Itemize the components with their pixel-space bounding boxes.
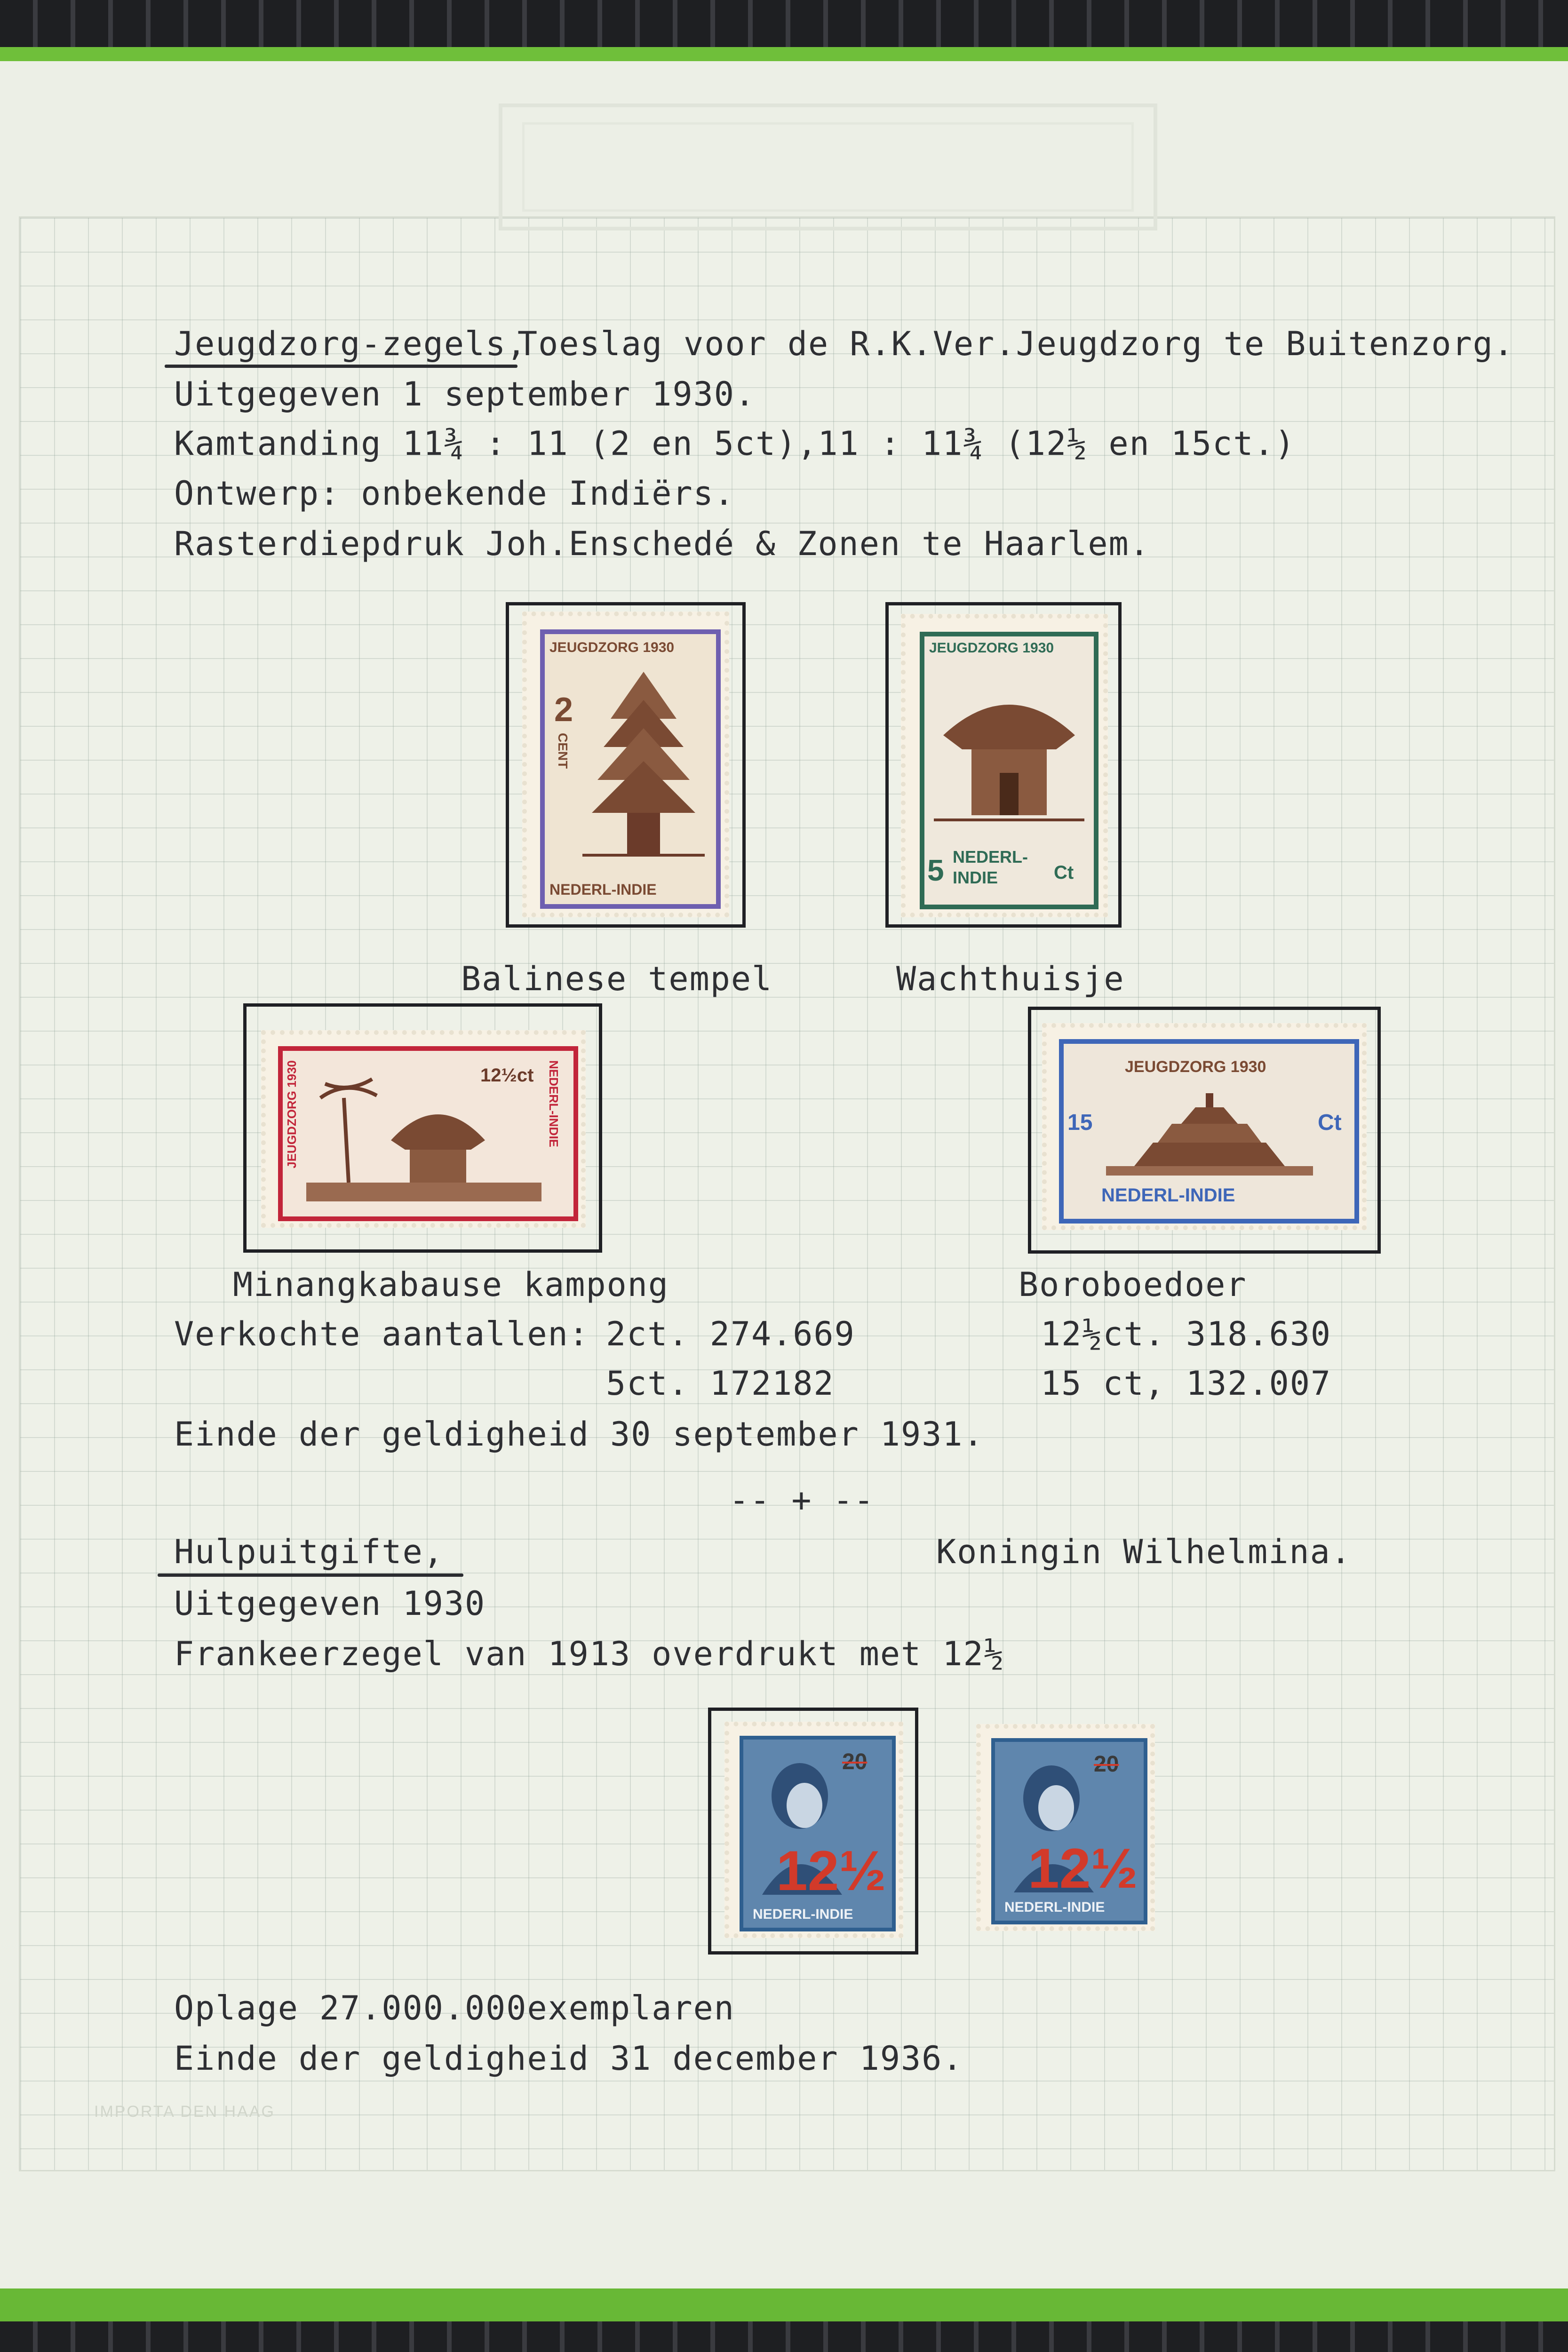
stamp-wachthuisje-value: 5 [927, 853, 944, 887]
stamp-balinese-value: 2 [554, 691, 573, 729]
stamp-boroboedoer-value-left: 15 [1067, 1110, 1093, 1135]
hulp-title: Hulpuitgifte, [174, 1533, 444, 1571]
stamp-wachthuisje-unit: Ct [1054, 862, 1074, 883]
stamp-boroboedoer [1042, 1023, 1367, 1230]
design: Ontwerp: onbekende Indiërs. [174, 474, 735, 513]
heading-title-rest: Toeslag voor de R.K.Ver.Jeugdzorg te Buitenzorg. [517, 325, 1514, 363]
stamp-minangkabau-design [278, 1046, 578, 1221]
sales-label: Verkochte aantallen: [174, 1315, 589, 1353]
issue-date: Uitgegeven 1 september 1930. [174, 375, 756, 413]
stamp-boroboedoer-design [1059, 1039, 1359, 1224]
stamp-wachthuisje-top-label: JEUGDZORG 1930 [929, 640, 1054, 656]
stamp-minangkabause-kampong [261, 1030, 586, 1228]
album-cover-edge-bottom [0, 2288, 1568, 2324]
stamp-minangkabau-right-label: NEDERL-INDIE [547, 1060, 561, 1147]
stamp-wilhelmina-2-bottom-label: NEDERL-INDIE [1004, 1899, 1105, 1915]
stamp-wilhelmina-2-new-value: 12½ [1028, 1837, 1138, 1900]
heading-title: Jeugdzorg-zegels, [174, 325, 527, 363]
stamp-boroboedoer-value-right: Ct [1318, 1110, 1342, 1135]
guardhouse-illustration [934, 665, 1084, 843]
stamp-boroboedoer-bottom-label: NEDERL-INDIE [1101, 1185, 1235, 1206]
stamp-wachthuisje-design [920, 632, 1098, 909]
temple-borobudur-illustration [1106, 1086, 1313, 1180]
stamp-wilhelmina-2-design [991, 1738, 1147, 1924]
stamp-wachthuisje-bottom-label-2: INDIE [953, 868, 998, 887]
sales-row1-right: 12½ct. 318.630 [1041, 1315, 1332, 1353]
stamp-balinese-top-label: JEUGDZORG 1930 [549, 640, 675, 655]
stamp-balinese-design [540, 629, 721, 909]
sales-row1-left: 2ct. 274.669 [606, 1315, 855, 1353]
hulp-subject: Koningin Wilhelmina. [936, 1533, 1352, 1571]
stamp-wilhelmina-overprint-1 [724, 1722, 903, 1938]
hulp-title-underline [158, 1573, 463, 1577]
hulp-issued: Uitgegeven 1930 [174, 1584, 486, 1623]
stamp-wilhelmina-1-design [740, 1736, 896, 1931]
stamp-balinese-tempel [522, 612, 729, 917]
heading-underline [165, 365, 517, 368]
binder-background-top [0, 0, 1568, 52]
stamp-minangkabau-value: 12½ct [480, 1065, 534, 1086]
temple-illustration [582, 667, 705, 865]
header-label-box-inner [522, 122, 1134, 212]
caption-boroboedoer: Boroboedoer [1019, 1265, 1247, 1304]
validity-end-1931: Einde der geldigheid 30 september 1931. [174, 1415, 984, 1454]
print-run: Oplage 27.000.000exemplaren [174, 1989, 735, 2027]
section-divider: -- + -- [729, 1481, 875, 1519]
stamp-boroboedoer-top-label: JEUGDZORG 1930 [1125, 1058, 1266, 1076]
stamp-balinese-unit: CENT [556, 733, 570, 769]
stamp-wachthuisje-bottom-label-1: NEDERL- [953, 847, 1028, 866]
stamp-wilhelmina-1-old-value: 20 [842, 1749, 868, 1774]
stamp-wilhelmina-1-bottom-label: NEDERL-INDIE [753, 1907, 853, 1922]
publisher-imprint: IMPORTA DEN HAAG [94, 2103, 275, 2121]
stamp-minangkabau-left-label: JEUGDZORG 1930 [285, 1060, 299, 1168]
hulp-note: Frankeerzegel van 1913 overdrukt met 12½ [174, 1635, 1005, 1673]
validity-end-1936: Einde der geldigheid 31 december 1936. [174, 2039, 963, 2078]
perforation: Kamtanding 11¾ : 11 (2 en 5ct),11 : 11¾ (12½ en 15ct.) [174, 424, 1296, 463]
stamp-wilhelmina-overprint-2 [976, 1724, 1155, 1931]
stamp-wilhelmina-2-old-value: 20 [1094, 1752, 1119, 1777]
caption-balinese-tempel: Balinese tempel [461, 960, 773, 998]
caption-minangkabause-kampong: Minangkabause kampong [233, 1265, 669, 1304]
village-illustration [306, 1070, 541, 1206]
printing: Rasterdiepdruk Joh.Enschedé & Zonen te Haarlem. [174, 524, 1150, 563]
caption-wachthuisje: Wachthuisje [896, 960, 1125, 998]
stamp-balinese-bottom-label: NEDERL-INDIE [549, 881, 657, 898]
stamp-wilhelmina-1-new-value: 12½ [776, 1839, 886, 1902]
stamp-wachthuisje [901, 614, 1108, 917]
binder-background-bottom [0, 2321, 1568, 2352]
sales-row2-left: 5ct. 172182 [606, 1364, 835, 1403]
sales-row2-right: 15 ct, 132.007 [1041, 1364, 1332, 1403]
